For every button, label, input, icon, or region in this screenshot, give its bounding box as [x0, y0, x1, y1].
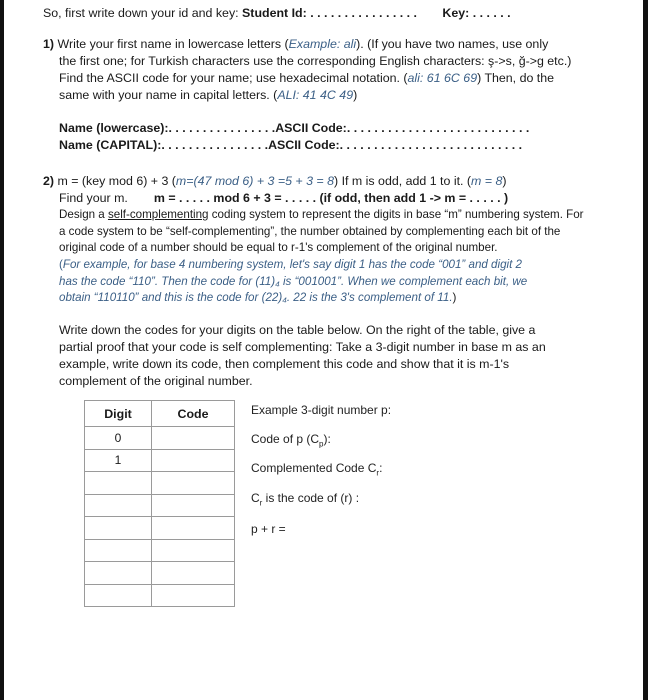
digit-cell[interactable] — [85, 472, 152, 495]
proof-sum: p + r = — [251, 522, 286, 536]
table-row — [85, 562, 235, 585]
code-cell[interactable] — [152, 427, 235, 450]
code-cell[interactable] — [152, 494, 235, 517]
left-border — [0, 0, 4, 700]
table-row — [85, 517, 235, 540]
table-row — [85, 539, 235, 562]
intro-text: So, first write down your id and key: — [43, 6, 239, 20]
q3-line3: example, write down its code, then complement this code and show that it is m-1's — [59, 357, 510, 371]
table-row — [85, 449, 235, 472]
table-row — [85, 584, 235, 607]
right-border — [643, 0, 648, 700]
proof-code-p: Code of p $(C_p)$: — [251, 432, 331, 449]
digit-cell[interactable] — [85, 562, 152, 585]
q2-line3: Design a self-complementing coding system to represent the digits in base “m” numbering system. For — [59, 208, 584, 221]
code-cell[interactable] — [152, 449, 235, 472]
q1-line2: the first one; for Turkish characters use the corresponding English characters: ş->s, ğ->g etc.) — [59, 54, 572, 68]
digit-cell[interactable] — [85, 494, 152, 517]
q2-line4: a code system to be “self-complementing”, the number obtained by complementing each bit of the — [59, 225, 561, 238]
q2-line5: original code of a number should be equal to r-1's complement of the original number. — [59, 241, 498, 254]
digit-cell[interactable] — [85, 584, 152, 607]
q1-line3: Find the ASCII code for your name; use hexadecimal notation. (ali: 61 6C 69) Then, do the — [59, 71, 555, 85]
name-capital-row[interactable]: Name (CAPITAL):. . . . . . . . . . . . . . . .ASCII Code:. . . . . . . . . . . . . . . . . . . . . . . . . . . — [59, 138, 523, 152]
proof-example-p: Example 3-digit number p: — [251, 403, 392, 417]
q2-example-line2: has the code “110”. Then the code for (11)₄ is “001001”. When we complement each bit, we — [59, 275, 528, 288]
digit-cell[interactable] — [85, 539, 152, 562]
digit-cell[interactable]: 1 — [85, 449, 152, 472]
code-cell[interactable] — [152, 472, 235, 495]
digit-code-table — [84, 400, 235, 607]
proof-complemented: Complemented Code $C_r$: — [251, 461, 383, 478]
digit-cell[interactable]: 0 — [85, 427, 152, 450]
table-row — [85, 472, 235, 495]
code-cell[interactable] — [152, 517, 235, 540]
digit-cell[interactable] — [85, 517, 152, 540]
q3-line1: Write down the codes for your digits on the table below. On the right of the table, give a — [59, 323, 536, 337]
q2-example-line3: obtain “110110” and this is the code for (22)₄. 22 is the 3's complement of 11.) — [59, 291, 457, 304]
key-field[interactable]: . . . . . . — [472, 6, 511, 20]
header-code: Code — [152, 401, 235, 427]
q2-line1: 2) m = (key mod 6) + 3 (m=(47 mod 6) + 3 =5 + 3 = 8) If m is odd, add 1 to it. (m = 8) — [43, 174, 507, 188]
q1-line1: 1) Write your first name in lowercase letters (Example: ali). (If you have two names, use only — [43, 37, 549, 51]
header-digit: Digit — [85, 401, 152, 427]
q3-line2: partial proof that your code is self complementing: Take a 3-digit number in base m as an — [59, 340, 546, 354]
code-cell[interactable] — [152, 539, 235, 562]
student-id-field[interactable]: . . . . . . . . . . . . . . . . — [310, 6, 417, 20]
name-lowercase-row[interactable]: Name (lowercase):. . . . . . . . . . . . . . . .ASCII Code:. . . . . . . . . . . . . . . . . . . . . . . . . . . — [59, 121, 530, 135]
table-row — [85, 427, 235, 450]
id-key-line — [43, 5, 511, 21]
student-id-label: Student Id: — [242, 6, 307, 20]
code-cell[interactable] — [152, 562, 235, 585]
q3-line4: complement of the original number. — [59, 374, 253, 388]
q2-example-line1: (For example, for base 4 numbering system, let's say digit 1 has the code “001” and digit 2 — [59, 258, 522, 271]
key-label: Key: — [442, 6, 470, 20]
table-row — [85, 494, 235, 517]
q1-line4: same with your name in capital letters. (ALI: 41 4C 49) — [59, 88, 358, 102]
q2-find-m[interactable]: Find your m. m = . . . . . mod 6 + 3 = . . . . . (if odd, then add 1 -> m = . . . . . ) — [59, 191, 509, 205]
proof-code-r: $C_r$ is the code of (r) : — [251, 491, 360, 508]
code-cell[interactable] — [152, 584, 235, 607]
